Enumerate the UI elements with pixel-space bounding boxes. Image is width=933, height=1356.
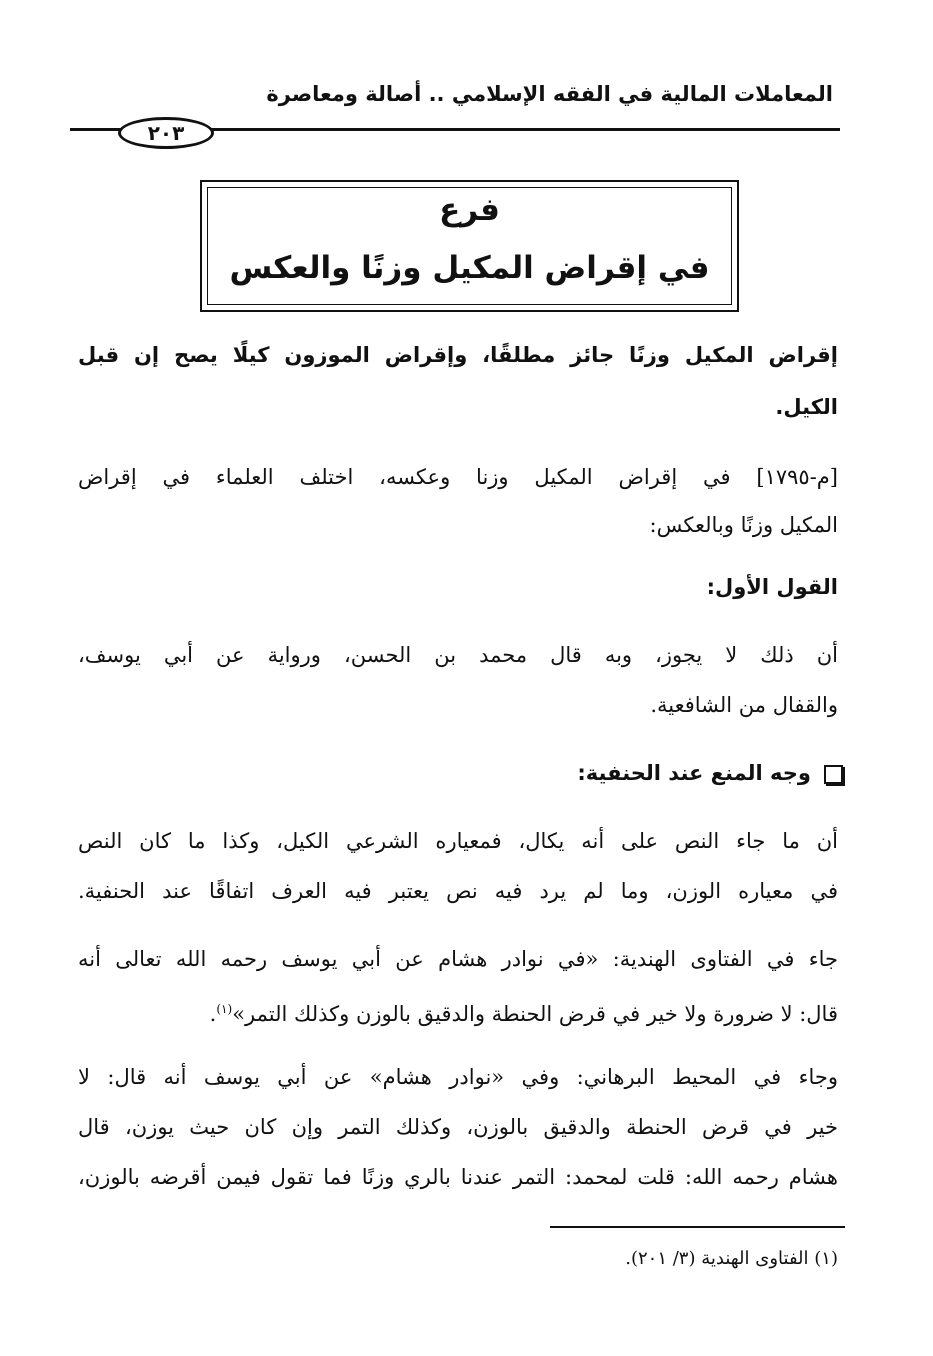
summary-line-2: الكيل.: [775, 395, 838, 419]
paragraph-5-line-2-text: قال: لا ضرورة ولا خير في قرض الحنطة والدقيق بالوزن وكذلك التمر»: [232, 1002, 838, 1026]
paragraph-6-line-1: وجاء في المحيط البرهاني: وفي «نوادر هشام» عن أبي يوسف أنه قال: لا: [78, 1065, 838, 1089]
summary-line-1: إقراض المكيل وزنًا جائز مطلقًا، وإقراض الموزون كيلًا يصح إن قبل: [78, 343, 838, 367]
heading-first-opinion: القول الأول:: [706, 575, 838, 599]
paragraph-3-line-2: والقفال من الشافعية.: [650, 693, 838, 717]
footnote-rule: [550, 1226, 845, 1228]
paragraph-4-line-1: أن ما جاء النص على أنه يكال، فمعياره الشرعي الكيل، وكذا ما كان النص: [78, 829, 838, 853]
paragraph-4-line-2: في معياره الوزن، وما لم يرد فيه نص يعتبر فيه العرف اتفاقًا عند الحنفية.: [78, 879, 838, 903]
paragraph-5-end: .: [209, 1002, 217, 1026]
paragraph-5-line-2: [78, 994, 838, 1029]
paragraph-2-line-1: [م-١٧٩٥] في إقراض المكيل وزنا وعكسه، اختلف العلماء في إقراض: [78, 465, 838, 489]
heading-hanafi-reason: وجه المنع عند الحنفية:: [577, 761, 811, 785]
paragraph-2-line-2: المكيل وزنًا وبالعكس:: [649, 513, 838, 537]
section-title: فرع: [439, 192, 500, 228]
paragraph-6-line-2: خير في قرض الحنطة والدقيق بالوزن، وكذلك التمر وإن كان حيث يوزن، قال: [78, 1115, 838, 1139]
section-subtitle: في إقراض المكيل وزنًا والعكس: [229, 250, 710, 286]
paragraph-3-line-1: أن ذلك لا يجوز، وبه قال محمد بن الحسن، ورواية عن أبي يوسف،: [78, 643, 838, 667]
page-number: ٢٠٣: [118, 117, 214, 149]
paragraph-5-line-1: جاء في الفتاوى الهندية: «في نوادر هشام عن أبي يوسف رحمه الله تعالى أنه: [78, 947, 838, 971]
running-header: المعاملات المالية في الفقه الإسلامي .. أصالة ومعاصرة: [266, 82, 833, 106]
paragraph-6-line-3: هشام رحمه الله: قلت لمحمد: التمر عندنا بالري وزنًا فما تقول فيمن أقرضه بالوزن،: [78, 1165, 838, 1189]
footnote: (١) الفتاوى الهندية (٣/ ٢٠١).: [625, 1248, 838, 1269]
footnote-reference: (١): [216, 1002, 233, 1016]
checkbox-bullet-icon: [824, 765, 843, 784]
